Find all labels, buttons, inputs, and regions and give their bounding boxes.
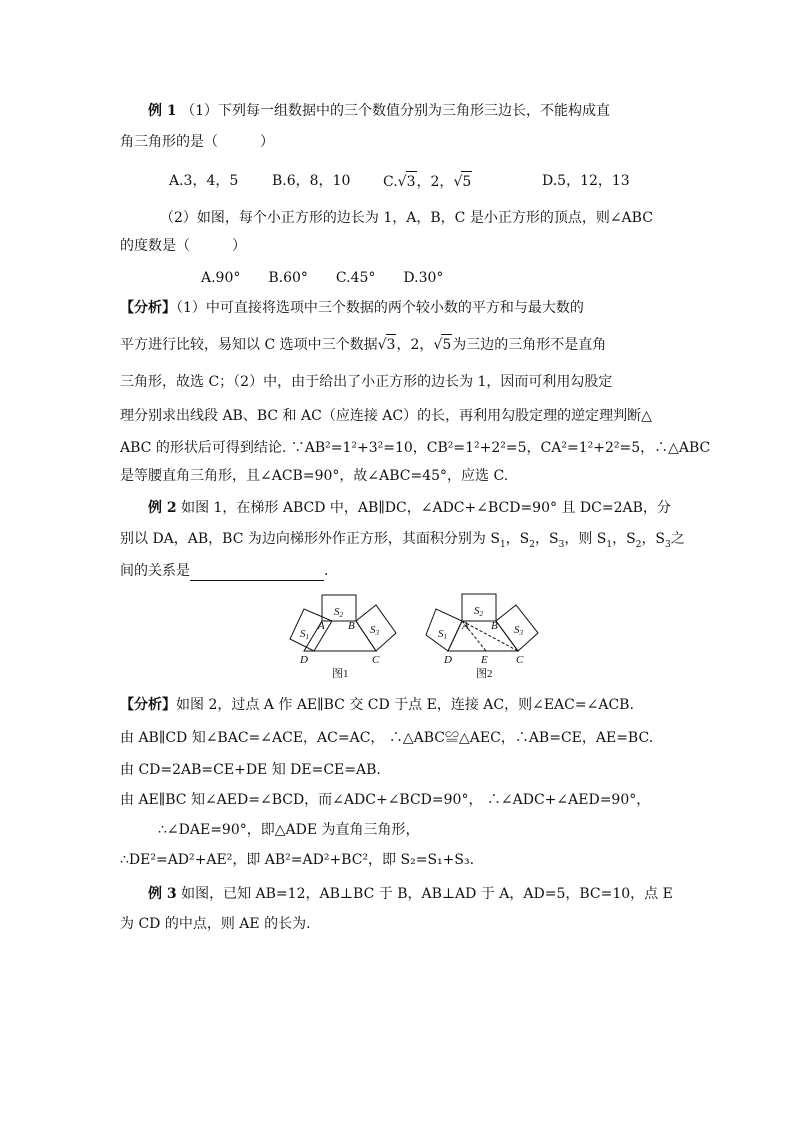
label-a-fig1: A [318, 620, 325, 632]
geometry-figures [286, 589, 546, 681]
example-2-label: 例 2 [148, 500, 177, 516]
analysis-2-tag: 【分析】 [120, 697, 176, 713]
example-3-line-2: 为 CD 的中点，则 AE 的长为. [120, 916, 311, 932]
option-b: B.6，8，10 [272, 173, 351, 189]
label-s1-fig2: S1 [438, 628, 447, 641]
figure-1 [290, 595, 396, 651]
example-1-line-1: 例 1 （1）下列每一组数据中的三个数值分别为三角形三边长，不能构成直 [148, 103, 610, 119]
figure-2 [426, 594, 538, 651]
label-s1-fig1: S1 [300, 628, 309, 641]
label-a-fig2: A [462, 620, 469, 632]
square-s3-fig1 [356, 605, 396, 651]
label-s2-fig2: S2 [474, 605, 483, 618]
option-c: C.√3，2，√5 [383, 171, 472, 192]
example-2-line-3: 间的关系是 . [120, 563, 329, 579]
example-3-label: 例 3 [148, 886, 177, 902]
analysis-2-line-4: 由 AE∥BC 知∠AED=∠BCD，而∠ADC+∠BCD=90°， ∴∠ADC+∠AED=90°， [120, 792, 651, 808]
example-1-label: 例 1 [148, 103, 177, 119]
analysis-1-line-2: 平方进行比较，易知以 C 选项中三个数据√3，2，√5为三边的三角形不是直角 [120, 334, 606, 355]
answer-blank [190, 564, 324, 581]
example-1-q2-options: A.90° B.60° C.45° D.30° [201, 270, 444, 286]
label-b-fig1: B [348, 620, 355, 632]
square-s1-fig2 [426, 609, 462, 651]
example-2-line-1: 例 2 如图 1，在梯形 ABCD 中，AB∥DC，∠ADC+∠BCD=90° 且 DC=2AB，分 [148, 500, 671, 516]
label-d-fig1: D [300, 654, 308, 666]
example-1-line-2: 角三角形的是（ ） [120, 134, 274, 150]
analysis-1-line-6: 是等腰直角三角形，且∠ACB=90°，故∠ABC=45°，应选 C. [120, 468, 509, 484]
analysis-1-line-1: 【分析】（1）中可直接将选项中三个数据的两个较小数的平方和与最大数的 [120, 300, 584, 316]
sqrt-5: √5 [453, 171, 472, 192]
label-c-fig1: C [372, 654, 380, 666]
square-s1-fig1 [290, 609, 332, 651]
figure-group [286, 589, 546, 681]
option-a: A.3，4，5 [169, 173, 239, 189]
analysis-2-line-1: 【分析】如图 2，过点 A 作 AE∥BC 交 CD 于点 E，连接 AC，则∠EAC=∠ACB. [120, 697, 634, 713]
label-d-fig2: D [444, 654, 452, 666]
analysis-1-line-3: 三角形，故选 C；（2）中，由于给出了小正方形的边长为 1，因而可利用勾股定 [120, 374, 613, 390]
example-1-q2-line-2: 的度数是（ ） [120, 238, 246, 254]
option-d: D.5，12，13 [542, 173, 630, 189]
example-3-line-1: 例 3 如图，已知 AB=12，AB⊥BC 于 B，AB⊥AD 于 A，AD=5，BC=10，点 E [148, 886, 673, 902]
analysis-1-line-4: 理分别求出线段 AB、BC 和 AC（应连接 AC）的长，再利用勾股定理的逆定理判断△ [120, 408, 652, 424]
label-e-fig2: E [481, 654, 488, 666]
analysis-1-tag: 【分析】 [120, 300, 176, 316]
trapezoid-1 [304, 621, 376, 651]
sqrt-3: √3 [398, 171, 417, 192]
figure-2-caption: 图2 [476, 668, 493, 680]
label-s2-fig1: S2 [334, 606, 343, 619]
analysis-2-line-6: ∴DE²=AD²+AE²，即 AB²=AD²+BC²，即 S₂=S₁+S₃. [120, 852, 475, 868]
label-s3-fig2: S3 [514, 624, 523, 637]
label-s3-fig1: S3 [370, 624, 379, 637]
example-2-line-2: 别以 DA，AB，BC 为边向梯形外作正方形，其面积分别为 $S_1$，$S_2$，$S_3$，则 $S_1$，$S_2$，$S_3$之 [120, 531, 685, 550]
analysis-2-line-2: 由 AB∥CD 知∠BAC=∠ACE，AC=AC， ∴△ABC≌△AEC，∴AB=CE，AE=BC. [120, 730, 654, 746]
analysis-2-line-5: ∴∠DAE=90°，即△ADE 为直角三角形， [158, 822, 420, 838]
analysis-2-line-3: 由 CD=2AB=CE+DE 知 DE=CE=AB. [120, 762, 381, 778]
segment-ac [462, 621, 518, 651]
label-c-fig2: C [516, 654, 524, 666]
label-b-fig2: B [491, 620, 498, 632]
analysis-1-line-5: ABC 的形状后可得到结论. ∵AB²=1²+3²=10，CB²=1²+2²=5，CA²=1²+2²=5，∴△ABC [120, 440, 711, 456]
example-1-q2-line-1: （2）如图，每个小正方形的边长为 1，A，B，C 是小正方形的顶点，则∠ABC [160, 210, 653, 226]
figure-1-caption: 图1 [332, 668, 349, 680]
